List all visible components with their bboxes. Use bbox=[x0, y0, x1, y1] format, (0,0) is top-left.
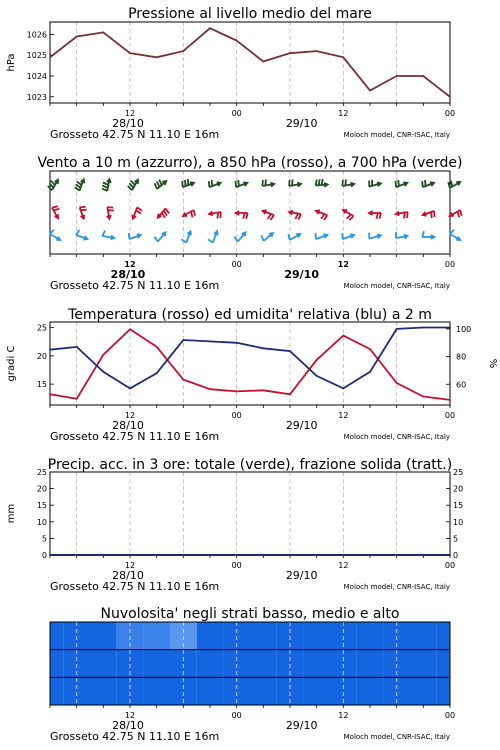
location-label: Grosseto 42.75 N 11.10 E 16m bbox=[50, 128, 220, 141]
temperature-point bbox=[369, 371, 371, 373]
wind-feather bbox=[262, 180, 263, 186]
wind-feather bbox=[194, 210, 196, 216]
x-date-label: 28/10 bbox=[112, 117, 144, 130]
cloud-cell-basso bbox=[437, 677, 450, 705]
wind-feather bbox=[181, 239, 186, 242]
wind-feather bbox=[265, 180, 266, 186]
y-tick-label: 20 bbox=[36, 484, 47, 494]
precip-point bbox=[129, 554, 131, 556]
precip-point bbox=[182, 554, 184, 556]
wind-barb-10-m bbox=[234, 232, 245, 241]
y-axis-label: gradi C bbox=[6, 345, 17, 382]
cloud-panel bbox=[50, 606, 455, 743]
wind-feather bbox=[295, 214, 298, 220]
precip-point bbox=[369, 554, 371, 556]
cloud-cell-basso bbox=[197, 677, 224, 705]
wind-feather bbox=[164, 211, 167, 216]
wind-barb-700-hPa bbox=[289, 180, 301, 187]
pressure-point bbox=[342, 56, 344, 58]
temperature-point bbox=[236, 342, 238, 344]
cloud-cell-medio bbox=[357, 650, 384, 678]
wind-feather bbox=[298, 214, 301, 220]
precip-point bbox=[236, 554, 238, 556]
x-tick-label: 00 bbox=[444, 561, 456, 570]
pressure-point bbox=[422, 75, 424, 77]
wind-feather bbox=[425, 180, 426, 186]
y2-tick-label: 60 bbox=[456, 380, 467, 390]
wind-barb-10-m bbox=[316, 233, 328, 239]
temperature-point bbox=[49, 393, 51, 395]
wind-feather bbox=[220, 212, 221, 218]
cloud-cell-alto bbox=[250, 622, 277, 650]
wind-feather bbox=[321, 214, 325, 219]
wind-feather bbox=[185, 180, 186, 186]
wind-feather bbox=[107, 207, 113, 208]
precip-point bbox=[342, 554, 344, 556]
location-label: Grosseto 42.75 N 11.10 E 16m bbox=[50, 580, 220, 593]
wind-barb-850-hPa bbox=[423, 211, 435, 218]
wind-barb-10-m bbox=[450, 230, 460, 240]
wind-feather bbox=[292, 180, 293, 186]
wind-feather bbox=[217, 213, 218, 219]
x-date-label: 29/10 bbox=[285, 569, 318, 582]
wind-feather bbox=[324, 215, 327, 220]
pressure-series-line bbox=[50, 28, 450, 97]
temperature-point bbox=[156, 346, 158, 348]
wind-feather bbox=[316, 180, 317, 186]
wind-feather bbox=[137, 207, 142, 210]
cloud-cell-alto bbox=[197, 622, 224, 650]
temperature-point bbox=[49, 349, 51, 351]
wind-barb-10-m bbox=[208, 231, 218, 242]
x-date-label: 28/10 bbox=[112, 719, 144, 732]
temperature-point bbox=[396, 328, 398, 330]
precip-point bbox=[316, 554, 318, 556]
wind-feather bbox=[102, 188, 107, 191]
wind-feather bbox=[162, 213, 165, 218]
cloud-cell-medio bbox=[143, 650, 170, 678]
x-date-label: 29/10 bbox=[285, 419, 318, 432]
wind-barb-850-hPa bbox=[80, 207, 87, 219]
wind-barb-700-hPa bbox=[128, 180, 138, 190]
y-tick-label-right: 15 bbox=[453, 501, 464, 511]
wind-barb-850-hPa bbox=[158, 208, 169, 218]
temperature-point bbox=[76, 346, 78, 348]
y-tick-label: 1023 bbox=[26, 92, 47, 102]
cloud-cell-medio bbox=[303, 650, 330, 678]
wind-barb-850-hPa bbox=[52, 206, 59, 218]
x-tick-label: 00 bbox=[444, 411, 456, 420]
wind-feather bbox=[396, 232, 397, 238]
pressure-point bbox=[49, 56, 51, 58]
x-tick-label: 12 bbox=[124, 260, 136, 269]
wind-feather bbox=[136, 210, 141, 213]
wind-barb-10-m bbox=[76, 230, 87, 240]
y-axis-label: hPa bbox=[6, 53, 17, 72]
wind-feather bbox=[268, 214, 272, 219]
precip-point bbox=[396, 554, 398, 556]
wind-barb-10-m bbox=[154, 232, 165, 241]
y-tick-label: 1024 bbox=[26, 72, 47, 81]
wind-feather bbox=[54, 209, 60, 211]
wind-feather bbox=[342, 233, 343, 239]
cloud-cell-basso bbox=[357, 677, 384, 705]
wind-barb-10-m bbox=[422, 231, 434, 239]
cloud-cell-medio bbox=[90, 650, 117, 678]
temperature-point bbox=[262, 347, 264, 349]
x-tick-label: 12 bbox=[338, 561, 349, 570]
wind-feather bbox=[129, 233, 130, 239]
cloud-cell-alto bbox=[90, 622, 117, 650]
cloud-cell-medio bbox=[197, 650, 224, 678]
y2-axis-label: % bbox=[487, 358, 498, 369]
temperature-point bbox=[316, 375, 318, 377]
wind-barb-700-hPa bbox=[155, 180, 167, 189]
pressure-point bbox=[156, 56, 158, 58]
wind-barb-10-m bbox=[396, 232, 408, 238]
x-tick-label: 00 bbox=[444, 109, 456, 118]
wind-barb-700-hPa bbox=[342, 180, 354, 187]
temperature-point bbox=[209, 388, 211, 390]
pressure-point bbox=[129, 52, 131, 54]
cloud-cell-alto bbox=[143, 622, 170, 650]
pressure-point bbox=[449, 96, 451, 98]
y-tick-label: 15 bbox=[36, 380, 47, 390]
wind-feather bbox=[208, 239, 213, 242]
wind-feather bbox=[155, 183, 158, 189]
cloud-cell-alto bbox=[303, 622, 330, 650]
wind-feather bbox=[234, 237, 237, 242]
wind-feather bbox=[261, 235, 264, 241]
wind-feather bbox=[102, 185, 107, 188]
wind-feather bbox=[404, 213, 405, 219]
cloud-cell-medio bbox=[437, 650, 450, 678]
x-tick-label: 12 bbox=[124, 711, 136, 720]
wind-barb-700-hPa bbox=[182, 179, 194, 187]
wind-feather bbox=[103, 183, 108, 186]
source-label: Moloch model, CNR-ISAC, Italy bbox=[343, 282, 450, 290]
wind-feather bbox=[342, 180, 343, 186]
wind-feather bbox=[182, 181, 183, 187]
wind-barb-700-hPa bbox=[236, 180, 248, 187]
wind-barb-850-hPa bbox=[289, 211, 301, 220]
wind-feather bbox=[434, 211, 435, 217]
cloud-cell-basso bbox=[303, 677, 330, 705]
x-tick-label: 00 bbox=[231, 109, 242, 118]
cloud-cell-medio bbox=[250, 650, 277, 678]
x-date-label: 29/10 bbox=[285, 719, 318, 732]
wind-barb-850-hPa bbox=[316, 210, 327, 220]
temperature-point bbox=[449, 327, 451, 329]
wind-feather bbox=[396, 181, 397, 187]
x-tick-label: 00 bbox=[231, 411, 242, 420]
cloud-cell-alto bbox=[50, 622, 63, 650]
x-date-label: 28/10 bbox=[112, 419, 144, 432]
pressure-frame bbox=[50, 22, 450, 103]
x-tick-label: 12 bbox=[124, 109, 136, 118]
wind-feather bbox=[451, 181, 453, 187]
wind-feather bbox=[271, 215, 275, 220]
x-tick-label: 12 bbox=[338, 411, 349, 420]
y2-tick-label: 80 bbox=[456, 352, 467, 362]
pressure-point bbox=[369, 90, 371, 92]
pressure-point bbox=[182, 50, 184, 52]
wind-feather bbox=[460, 210, 462, 216]
source-label: Moloch model, CNR-ISAC, Italy bbox=[343, 733, 450, 741]
cloud-cell-basso bbox=[50, 677, 63, 705]
wind-barb-850-hPa bbox=[396, 212, 408, 219]
pressure-title: Pressione al livello medio del mare bbox=[128, 6, 372, 22]
temperature-point bbox=[209, 341, 211, 343]
temperature-point bbox=[289, 350, 291, 352]
precip-point bbox=[209, 554, 211, 556]
wind-title: Vento a 10 m (azzurro), a 850 hPa (rosso), a 700 hPa (verde) bbox=[37, 155, 463, 171]
temperature-point bbox=[369, 348, 371, 350]
cloud-cell-basso bbox=[410, 677, 437, 705]
temperature-point bbox=[102, 371, 104, 373]
wind-feather bbox=[458, 212, 460, 218]
wind-barb-10-m bbox=[102, 231, 114, 240]
wind-feather bbox=[81, 210, 87, 211]
wind-barb-700-hPa bbox=[316, 179, 328, 187]
pressure-point bbox=[396, 75, 398, 77]
wind-barb-10-m bbox=[261, 233, 273, 241]
pressure-point bbox=[209, 27, 211, 29]
precip-panel bbox=[6, 457, 463, 593]
wind-feather bbox=[166, 208, 170, 213]
y-tick-label-right: 25 bbox=[453, 468, 464, 477]
y-tick-label-right: 10 bbox=[453, 517, 464, 527]
cloud-cell-alto bbox=[357, 622, 384, 650]
x-tick-label: 00 bbox=[444, 260, 456, 269]
cloud-cell-basso bbox=[90, 677, 117, 705]
wind-frame bbox=[50, 171, 450, 254]
cloud-cell-medio bbox=[50, 650, 63, 678]
cloud-cell-medio bbox=[410, 650, 437, 678]
wind-barb-10-m bbox=[50, 230, 60, 240]
temperature-point bbox=[262, 389, 264, 391]
temperature-point bbox=[129, 388, 131, 390]
wind-feather bbox=[102, 231, 105, 237]
wind-barb-10-m bbox=[369, 233, 381, 239]
wind-barb-700-hPa bbox=[75, 179, 85, 190]
precip-point bbox=[76, 554, 78, 556]
wind-feather bbox=[75, 187, 80, 190]
pressure-point bbox=[289, 52, 291, 54]
precip-point bbox=[289, 554, 291, 556]
wind-feather bbox=[322, 179, 323, 185]
pressure-panel bbox=[6, 6, 455, 141]
wind-barb-850-hPa bbox=[183, 210, 195, 217]
precip-point bbox=[449, 554, 451, 556]
precip-frame bbox=[50, 472, 450, 555]
wind-barb-700-hPa bbox=[422, 180, 434, 187]
temperature-point bbox=[236, 391, 238, 393]
temperature-point bbox=[76, 398, 78, 400]
cloud-cell-basso bbox=[143, 677, 170, 705]
wind-barb-700-hPa bbox=[369, 180, 381, 187]
location-label: Grosseto 42.75 N 11.10 E 16m bbox=[50, 730, 220, 743]
wind-feather bbox=[319, 179, 320, 185]
temperature-point bbox=[449, 399, 451, 401]
wind-barb-10-m bbox=[181, 231, 191, 242]
location-label: Grosseto 42.75 N 11.10 E 16m bbox=[50, 430, 220, 443]
wind-panel bbox=[37, 155, 462, 292]
x-date-label: 29/10 bbox=[284, 268, 319, 281]
wind-barb-850-hPa bbox=[236, 211, 248, 219]
wind-feather bbox=[209, 181, 210, 187]
wind-feather bbox=[52, 206, 58, 208]
wind-feather bbox=[188, 179, 189, 185]
y-tick-label: 1025 bbox=[26, 51, 47, 61]
wind-barb-10-m bbox=[129, 233, 141, 239]
temperature-point bbox=[182, 339, 184, 341]
x-date-label: 28/10 bbox=[110, 268, 146, 281]
wind-feather bbox=[407, 212, 408, 218]
wind-barb-850-hPa bbox=[209, 212, 221, 219]
x-tick-label: 00 bbox=[231, 561, 242, 570]
precip-point bbox=[102, 554, 104, 556]
temperature-series-line bbox=[50, 328, 450, 389]
temperature-frame bbox=[50, 322, 450, 405]
wind-barb-700-hPa bbox=[396, 180, 408, 187]
y-tick-label: 25 bbox=[36, 468, 47, 477]
pressure-point bbox=[236, 40, 238, 42]
wind-feather bbox=[108, 210, 114, 211]
x-tick-label: 12 bbox=[338, 711, 349, 720]
wind-barb-700-hPa bbox=[48, 180, 58, 190]
wind-feather bbox=[191, 212, 193, 218]
wind-feather bbox=[288, 234, 290, 240]
precip-point bbox=[49, 554, 51, 556]
wind-barb-10-m bbox=[342, 233, 354, 239]
temperature-point bbox=[396, 382, 398, 384]
y-tick-label-right: 5 bbox=[453, 534, 459, 544]
wind-barb-850-hPa bbox=[369, 211, 381, 219]
y-tick-label: 1026 bbox=[26, 30, 47, 40]
wind-barb-850-hPa bbox=[132, 207, 142, 218]
location-label: Grosseto 42.75 N 11.10 E 16m bbox=[50, 279, 220, 292]
cloud-cell-basso bbox=[250, 677, 277, 705]
y-tick-label: 5 bbox=[41, 534, 47, 544]
x-tick-label: 00 bbox=[231, 711, 242, 720]
wind-barb-850-hPa bbox=[263, 210, 274, 220]
x-date-label: 29/10 bbox=[285, 117, 318, 130]
temperature-point bbox=[422, 396, 424, 398]
temperature-point bbox=[102, 354, 104, 356]
y-tick-label: 20 bbox=[36, 351, 47, 361]
x-tick-label: 00 bbox=[444, 711, 456, 720]
temperature-point bbox=[156, 372, 158, 374]
temperature-point bbox=[289, 393, 291, 395]
precip-point bbox=[422, 554, 424, 556]
wind-feather bbox=[289, 180, 290, 186]
wind-barb-850-hPa bbox=[450, 210, 462, 217]
pressure-point bbox=[316, 50, 318, 52]
x-tick-label: 12 bbox=[338, 109, 349, 118]
temperature-point bbox=[342, 388, 344, 390]
y2-tick-label: 100 bbox=[456, 324, 472, 334]
y-axis-label: mm bbox=[6, 503, 17, 524]
temperature-panel bbox=[6, 307, 498, 443]
precip-point bbox=[156, 554, 158, 556]
temperature-point bbox=[182, 379, 184, 381]
wind-feather bbox=[238, 180, 239, 186]
precip-point bbox=[262, 554, 264, 556]
wind-feather bbox=[398, 180, 399, 186]
temperature-point bbox=[342, 335, 344, 337]
x-tick-label: 12 bbox=[124, 411, 136, 420]
y-tick-label-right: 20 bbox=[453, 484, 464, 494]
precip-title: Precip. acc. in 3 ore: totale (verde), frazione solida (tratt.) bbox=[47, 457, 453, 473]
y-tick-label-right: 0 bbox=[453, 551, 459, 560]
source-label: Moloch model, CNR-ISAC, Italy bbox=[343, 433, 450, 441]
wind-barb-700-hPa bbox=[262, 180, 274, 187]
pressure-point bbox=[76, 36, 78, 38]
pressure-point bbox=[102, 32, 104, 34]
wind-barb-700-hPa bbox=[102, 179, 111, 191]
wind-feather bbox=[80, 207, 86, 208]
wind-barb-850-hPa bbox=[343, 210, 353, 220]
x-tick-label: 00 bbox=[231, 260, 242, 269]
temperature-point bbox=[316, 359, 318, 361]
y-tick-label: 0 bbox=[41, 551, 47, 560]
y-tick-label: 15 bbox=[36, 501, 47, 511]
temperature-point bbox=[129, 328, 131, 330]
x-tick-label: 12 bbox=[337, 260, 349, 269]
wind-feather bbox=[316, 233, 317, 239]
source-label: Moloch model, CNR-ISAC, Italy bbox=[343, 583, 450, 591]
wind-feather bbox=[236, 181, 237, 187]
source-label: Moloch model, CNR-ISAC, Italy bbox=[343, 131, 450, 139]
wind-feather bbox=[431, 212, 432, 218]
wind-barb-850-hPa bbox=[107, 207, 114, 219]
wind-feather bbox=[157, 182, 160, 187]
temperature-title: Temperatura (rosso) ed umidita' relativa (blu) a 2 m bbox=[68, 307, 432, 323]
cloud-title: Nuvolosita' negli strati basso, medio e alto bbox=[100, 606, 400, 622]
cloud-cell-alto bbox=[410, 622, 437, 650]
wind-feather bbox=[159, 180, 162, 185]
y-tick-label: 10 bbox=[36, 517, 47, 527]
x-tick-label: 12 bbox=[124, 561, 136, 570]
temperature-point bbox=[422, 327, 424, 329]
cloud-cell-alto bbox=[437, 622, 450, 650]
y-tick-label: 25 bbox=[36, 323, 47, 333]
wind-feather bbox=[212, 180, 213, 186]
wind-feather bbox=[345, 180, 346, 186]
wind-barb-700-hPa bbox=[209, 180, 221, 187]
wind-feather bbox=[154, 237, 157, 242]
x-date-label: 28/10 bbox=[112, 569, 144, 582]
pressure-point bbox=[262, 61, 264, 63]
wind-feather bbox=[422, 181, 423, 187]
